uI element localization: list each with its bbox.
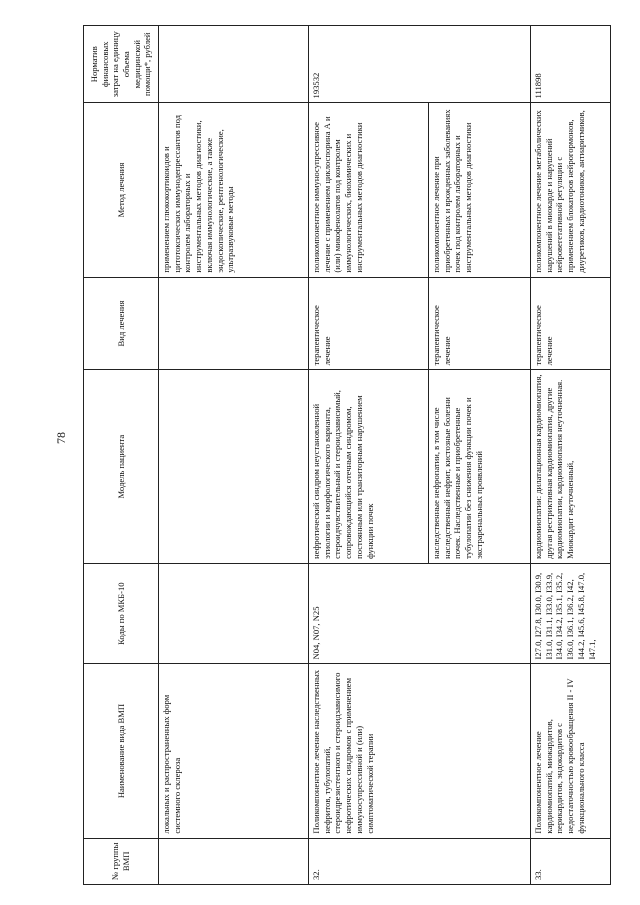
cell-group (159, 838, 309, 884)
header-group: № группы ВМП (84, 838, 159, 884)
cell-norm: 193532 (309, 26, 531, 103)
cell-method: поликомпонентное лечение при приобретенных и врожденных заболеваниях почек под контролем лабораторных и инструментальных методов диагностики (429, 103, 531, 277)
table-row (531, 26, 611, 885)
table-sheet (83, 25, 608, 885)
page-number: 78 (54, 432, 68, 444)
header-method: Метод лечения (84, 103, 159, 277)
cell-group: 33. (531, 838, 611, 884)
header-name: Наименование вида ВМП (84, 664, 159, 838)
cell-norm: 111898 (531, 26, 611, 103)
header-codes: Коды по МКБ-10 (84, 563, 159, 664)
header-type: Вид лечения (84, 277, 159, 370)
cell-type: терапевтическое лечение (531, 277, 611, 370)
cell-type: терапевтическое лечение (429, 277, 531, 370)
cell-model: наследственные нефропатии, в том числе наследственный нефрит, кистозные болезни почек. Наследственные и приобретенные тубулопатии без снижения функции почек и экстраренальных проявлений (429, 370, 531, 563)
table-header-row (84, 26, 159, 885)
cell-name: локальных и распространенных форм системного склероза (159, 664, 309, 838)
cell-codes: N04, N07, N25 (309, 563, 531, 664)
cell-norm (159, 26, 309, 103)
cell-name: Поликомпонентное лечение кардиомиопатий, миокардитов, перикардитов, эндокардитов с недостаточностью кровообращения II - IV функционального класса (531, 664, 611, 838)
table-row (159, 26, 309, 885)
vmp-table (83, 25, 611, 885)
cell-model (159, 370, 309, 563)
cell-group: 32. (309, 838, 531, 884)
cell-type: терапевтическое лечение (309, 277, 429, 370)
cell-model: кардиомиопатии: дилатационная кардиомиопатия, другая рестриктивная кардиомиопатия, другие кардиомиопатии, кардиомиопатия неуточненная. Миокардит неуточненный, (531, 370, 611, 563)
cell-method: поликомпонентное иммуносупрессивное лечение с применением циклоспорина А и (или) микофенолатов под контролем иммунологических, биохимических и инструментальных методов диагностики (309, 103, 429, 277)
cell-codes: I27.0, I27.8, I30.0, I30.9, I31.0, I31.1, I33.0, I33.9, I34.0, I34.2, I35.1, I35.2, I36.0, I36.1, I36.2, I42, I44.2, I45.6, I45.8, I47.0, I47.1, (531, 563, 611, 664)
header-model: Модель пациента (84, 370, 159, 563)
cell-name: Поликомпонентное лечение наследственных нефритов, тубулопатий, стероидрезистентного и стероидзависимого нефротических синдромов с применением иммуносупрессивной и (или) симптоматической терапии (309, 664, 531, 838)
header-norm: Норматив финансовых затрат на единицу объема медицинской помощи*, рублей (84, 26, 159, 103)
table-row (309, 26, 429, 885)
cell-codes (159, 563, 309, 664)
cell-model: нефротический синдром неустановленной этиологии и морфологического варианта, стероидчувствительный и стероидзависимый, сопровождающийся отечным синдромом, постоянным или транзиторным нарушением функции почек (309, 370, 429, 563)
cell-type (159, 277, 309, 370)
cell-method: поликомпонентное лечение метаболических нарушений в миокарде и нарушений нейровегетативной регуляции с применением блокаторов нейрогормонов, диуретиков, кардиотоников, антиаритмиков, (531, 103, 611, 277)
cell-method: применением глюкокортикоидов и цитотоксических иммунодепрессантов под контролем лабораторных и инструментальных методов диагностики, включая иммунологические, а также эндоскопические, рентгенологические, ультразвуковые методы (159, 103, 309, 277)
